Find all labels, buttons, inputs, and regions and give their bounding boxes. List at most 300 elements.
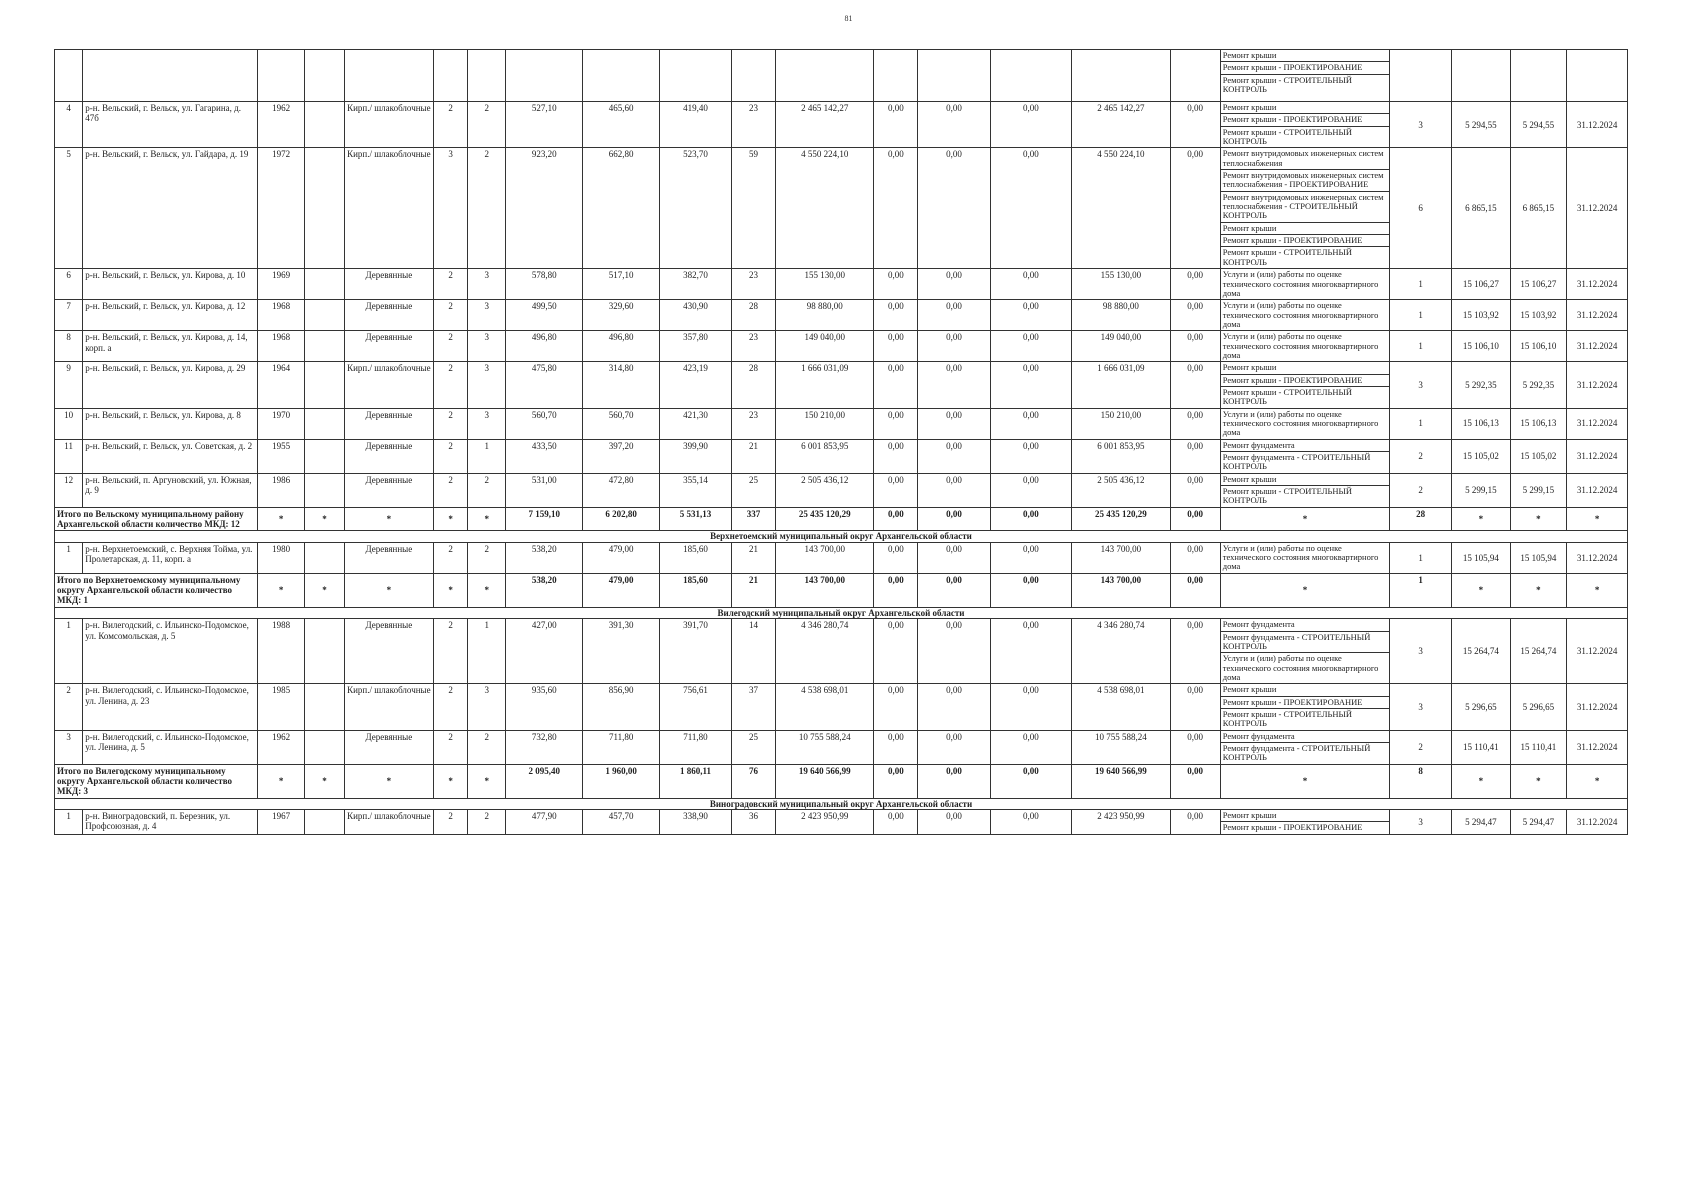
- work-list-cell: [1220, 408, 1390, 439]
- cell-area-total: 560,70: [506, 408, 583, 439]
- cell-c1: 0,00: [874, 331, 918, 362]
- work-item: Ремонт крыши - СТРОИТЕЛЬНЫЙ КОНТРОЛЬ: [1222, 486, 1353, 506]
- cell-n: 3: [55, 730, 83, 764]
- completion-date: 31.12.2024: [1567, 408, 1628, 439]
- total-count: 1: [1390, 573, 1452, 607]
- cell-c2: 0,00: [918, 439, 990, 473]
- cell-area-total: 531,00: [506, 473, 583, 507]
- cell-cost: 1 666 031,09: [776, 362, 874, 408]
- max-unit-cost: 5 294,47: [1510, 810, 1567, 835]
- cell-residents: 21: [732, 439, 776, 473]
- cell-c5: 0,00: [1170, 102, 1220, 148]
- cell-c4: 4 346 280,74: [1072, 619, 1170, 684]
- star-mark: *: [1510, 573, 1567, 607]
- cell-residents: 23: [732, 269, 776, 300]
- cell-area-res: 329,60: [583, 300, 659, 331]
- cell-address: р-н. Вельский, п. Аргуновский, ул. Южная, д. 9: [83, 473, 258, 507]
- empty-cell: [468, 50, 506, 102]
- work-list-cell: [1220, 439, 1390, 473]
- empty-cell: [1452, 50, 1511, 102]
- cell-residents: 37: [732, 684, 776, 730]
- cell-c4: 149 040,00: [1072, 331, 1170, 362]
- cell-year: 1968: [258, 331, 305, 362]
- cell-entrances: 2: [468, 810, 506, 835]
- cell-n: 6: [55, 269, 83, 300]
- empty-cell: [874, 50, 918, 102]
- total-c5: 0,00: [1170, 764, 1220, 798]
- work-item: Ремонт крыши - СТРОИТЕЛЬНЫЙ КОНТРОЛЬ: [1222, 126, 1353, 147]
- work-item: Ремонт крыши - ПРОЕКТИРОВАНИЕ: [1222, 822, 1363, 833]
- empty-cell: [732, 50, 776, 102]
- cell-n: 4: [55, 102, 83, 148]
- cell-floors: 2: [433, 362, 468, 408]
- cell-year: 1962: [258, 102, 305, 148]
- district-heading-row: [55, 607, 1628, 618]
- cell-area-own: 423,19: [659, 362, 731, 408]
- cell-area-res: 517,10: [583, 269, 659, 300]
- total-area-own: 185,60: [659, 573, 731, 607]
- cell-repair-year: [305, 300, 345, 331]
- cell-year: 1988: [258, 619, 305, 684]
- work-item: Ремонт крыши - СТРОИТЕЛЬНЫЙ КОНТРОЛЬ: [1222, 247, 1353, 267]
- cell-c3: 0,00: [990, 408, 1072, 439]
- house-row: [55, 730, 1628, 764]
- empty-cell: [583, 50, 659, 102]
- cell-area-res: 479,00: [583, 542, 659, 573]
- cell-residents: 14: [732, 619, 776, 684]
- cell-c5: 0,00: [1170, 542, 1220, 573]
- cell-residents: 59: [732, 148, 776, 269]
- work-item: Ремонт фундамента - СТРОИТЕЛЬНЫЙ КОНТРОЛЬ: [1222, 452, 1371, 472]
- cell-c4: 2 465 142,27: [1072, 102, 1170, 148]
- total-count: 8: [1390, 764, 1452, 798]
- star-mark: *: [258, 573, 305, 607]
- cell-c2: 0,00: [918, 730, 990, 764]
- completion-date: 31.12.2024: [1567, 473, 1628, 507]
- cell-n: 1: [55, 542, 83, 573]
- cell-area-own: 338,90: [659, 810, 731, 835]
- district-heading: Верхнетоемский муниципальный округ Архангельской области: [55, 531, 1628, 542]
- cell-c3: 0,00: [990, 619, 1072, 684]
- house-row: [55, 542, 1628, 573]
- cell-year: 1985: [258, 684, 305, 730]
- work-list-cell: [1220, 810, 1390, 835]
- cell-c1: 0,00: [874, 810, 918, 835]
- cell-address: р-н. Вилегодский, с. Ильинско-Подомское, ул. Ленина, д. 5: [83, 730, 258, 764]
- cell-material: Деревянные: [344, 542, 433, 573]
- cell-material: Деревянные: [344, 730, 433, 764]
- cell-area-res: 397,20: [583, 439, 659, 473]
- work-count: 1: [1390, 408, 1452, 439]
- empty-cell: [659, 50, 731, 102]
- house-row: [55, 269, 1628, 300]
- empty-cell: [1170, 50, 1220, 102]
- work-count: 1: [1390, 542, 1452, 573]
- cell-repair-year: [305, 331, 345, 362]
- empty-cell: [1567, 50, 1628, 102]
- unit-cost: 15 106,13: [1452, 408, 1511, 439]
- total-area-own: 1 860,11: [659, 764, 731, 798]
- cell-residents: 28: [732, 362, 776, 408]
- cell-c1: 0,00: [874, 730, 918, 764]
- cell-material: Деревянные: [344, 269, 433, 300]
- cell-repair-year: [305, 269, 345, 300]
- total-c2: 0,00: [918, 573, 990, 607]
- work-list-cell: [1220, 473, 1390, 507]
- cell-residents: 23: [732, 331, 776, 362]
- star-mark: *: [305, 507, 345, 531]
- district-heading: Виноградовский муниципальный округ Архангельской области: [55, 798, 1628, 809]
- cell-c3: 0,00: [990, 269, 1072, 300]
- work-list-cell: [1220, 331, 1390, 362]
- cell-c1: 0,00: [874, 269, 918, 300]
- cell-area-res: 314,80: [583, 362, 659, 408]
- cell-c1: 0,00: [874, 408, 918, 439]
- work-item: Ремонт крыши - СТРОИТЕЛЬНЫЙ КОНТРОЛЬ: [1222, 74, 1353, 95]
- cell-repair-year: [305, 408, 345, 439]
- cell-address: р-н. Вельский, г. Вельск, ул. Кирова, д. 10: [83, 269, 258, 300]
- work-list-cell: [1220, 619, 1390, 684]
- total-area-res: 6 202,80: [583, 507, 659, 531]
- cell-c4: 4 550 224,10: [1072, 148, 1170, 269]
- work-item: Ремонт крыши: [1221, 102, 1390, 114]
- star-mark: *: [1567, 764, 1628, 798]
- cell-n: 7: [55, 300, 83, 331]
- work-list-cell: [1220, 300, 1390, 331]
- cell-n: 12: [55, 473, 83, 507]
- cell-c4: 4 538 698,01: [1072, 684, 1170, 730]
- cell-floors: 2: [433, 684, 468, 730]
- cell-c4: 6 001 853,95: [1072, 439, 1170, 473]
- unit-cost: 5 294,55: [1452, 102, 1511, 148]
- empty-cell: [990, 50, 1072, 102]
- cell-area-total: 935,60: [506, 684, 583, 730]
- cell-area-total: 578,80: [506, 269, 583, 300]
- cell-area-own: 711,80: [659, 730, 731, 764]
- empty-cell: [1390, 50, 1452, 102]
- cell-material: Кирп./ шлакоблочные: [344, 102, 433, 148]
- cell-c1: 0,00: [874, 362, 918, 408]
- cell-n: 10: [55, 408, 83, 439]
- house-row: [55, 148, 1628, 269]
- work-item: Ремонт фундамента: [1221, 619, 1390, 631]
- empty-cell: [305, 50, 345, 102]
- completion-date: 31.12.2024: [1567, 439, 1628, 473]
- cell-c3: 0,00: [990, 684, 1072, 730]
- star-mark: *: [258, 764, 305, 798]
- cell-floors: 2: [433, 300, 468, 331]
- work-item: Ремонт внутридомовых инженерных систем теплоснабжения - ПРОЕКТИРОВАНИЕ: [1221, 170, 1390, 192]
- completion-date: 31.12.2024: [1567, 810, 1628, 835]
- cell-floors: 2: [433, 473, 468, 507]
- empty-cell: [506, 50, 583, 102]
- unit-cost: 5 299,15: [1452, 473, 1511, 507]
- unit-cost: 6 865,15: [1452, 148, 1511, 269]
- star-mark: *: [344, 507, 433, 531]
- work-item: Ремонт крыши: [1221, 684, 1390, 696]
- work-count: 3: [1390, 619, 1452, 684]
- cell-c4: 10 755 588,24: [1072, 730, 1170, 764]
- cell-area-res: 560,70: [583, 408, 659, 439]
- completion-date: 31.12.2024: [1567, 684, 1628, 730]
- cell-area-own: 399,90: [659, 439, 731, 473]
- work-item: Ремонт крыши - ПРОЕКТИРОВАНИЕ: [1221, 697, 1390, 709]
- total-area-res: 479,00: [583, 573, 659, 607]
- cell-area-own: 421,30: [659, 408, 731, 439]
- unit-cost: 15 264,74: [1452, 619, 1511, 684]
- star-mark: *: [1510, 507, 1567, 531]
- cell-c5: 0,00: [1170, 300, 1220, 331]
- cell-area-total: 475,80: [506, 362, 583, 408]
- cell-repair-year: [305, 810, 345, 835]
- total-residents: 21: [732, 573, 776, 607]
- cell-c4: 150 210,00: [1072, 408, 1170, 439]
- cell-cost: 2 505 436,12: [776, 473, 874, 507]
- cell-area-total: 923,20: [506, 148, 583, 269]
- cell-cost: 10 755 588,24: [776, 730, 874, 764]
- cell-entrances: 3: [468, 684, 506, 730]
- cell-c2: 0,00: [918, 542, 990, 573]
- district-heading-row: [55, 531, 1628, 542]
- cell-area-res: 457,70: [583, 810, 659, 835]
- unit-cost: 15 105,02: [1452, 439, 1511, 473]
- cell-area-own: 523,70: [659, 148, 731, 269]
- cell-residents: 25: [732, 473, 776, 507]
- cell-entrances: 2: [468, 542, 506, 573]
- district-heading: Вилегодский муниципальный округ Архангельской области: [55, 607, 1628, 618]
- empty-cell: [55, 50, 83, 102]
- max-unit-cost: 15 106,13: [1510, 408, 1567, 439]
- cell-floors: 2: [433, 439, 468, 473]
- unit-cost: 15 110,41: [1452, 730, 1511, 764]
- cell-cost: 98 880,00: [776, 300, 874, 331]
- cell-residents: 21: [732, 542, 776, 573]
- cell-c5: 0,00: [1170, 619, 1220, 684]
- unit-cost: 15 106,27: [1452, 269, 1511, 300]
- max-unit-cost: 6 865,15: [1510, 148, 1567, 269]
- empty-cell: [83, 50, 258, 102]
- capital-repair-table: [54, 49, 1628, 835]
- cell-c4: 143 700,00: [1072, 542, 1170, 573]
- work-item: Услуги и (или) работы по оценке технического состояния многоквартирного дома: [1222, 269, 1379, 298]
- house-row: [55, 102, 1628, 148]
- total-cost: 19 640 566,99: [776, 764, 874, 798]
- work-item: Ремонт крыши: [1221, 810, 1390, 822]
- star-mark: *: [258, 507, 305, 531]
- max-unit-cost: 15 264,74: [1510, 619, 1567, 684]
- star-mark: *: [1220, 573, 1390, 607]
- cell-entrances: 3: [468, 408, 506, 439]
- total-label: Итого по Вилегодскому муниципальному округу Архангельской области количество МКД: 3: [55, 764, 258, 798]
- cell-area-total: 538,20: [506, 542, 583, 573]
- cell-n: 1: [55, 619, 83, 684]
- cell-repair-year: [305, 542, 345, 573]
- cell-repair-year: [305, 473, 345, 507]
- work-item: Ремонт фундамента: [1221, 731, 1390, 743]
- total-c4: 143 700,00: [1072, 573, 1170, 607]
- work-count: 2: [1390, 439, 1452, 473]
- total-c1: 0,00: [874, 507, 918, 531]
- unit-cost: 15 105,94: [1452, 542, 1511, 573]
- star-mark: *: [468, 573, 506, 607]
- cell-repair-year: [305, 439, 345, 473]
- max-unit-cost: 5 292,35: [1510, 362, 1567, 408]
- cell-floors: 2: [433, 331, 468, 362]
- cell-area-res: 472,80: [583, 473, 659, 507]
- star-mark: *: [344, 573, 433, 607]
- cell-floors: 2: [433, 810, 468, 835]
- star-mark: *: [344, 764, 433, 798]
- cell-entrances: 2: [468, 148, 506, 269]
- work-count: 6: [1390, 148, 1452, 269]
- star-mark: *: [1452, 573, 1511, 607]
- cell-entrances: 2: [468, 730, 506, 764]
- work-item: Услуги и (или) работы по оценке технического состояния многоквартирного дома: [1222, 300, 1379, 329]
- completion-date: 31.12.2024: [1567, 300, 1628, 331]
- cell-floors: 2: [433, 542, 468, 573]
- work-list-cell: [1220, 730, 1390, 764]
- cell-entrances: 3: [468, 362, 506, 408]
- work-list-cell: [1220, 102, 1390, 148]
- cell-area-res: 391,30: [583, 619, 659, 684]
- district-total-row: [55, 507, 1628, 531]
- cell-c5: 0,00: [1170, 269, 1220, 300]
- cell-c2: 0,00: [918, 269, 990, 300]
- cell-c4: 2 505 436,12: [1072, 473, 1170, 507]
- max-unit-cost: 15 110,41: [1510, 730, 1567, 764]
- star-mark: *: [1452, 764, 1511, 798]
- work-list-cell: [1220, 50, 1390, 102]
- cell-area-own: 382,70: [659, 269, 731, 300]
- total-c3: 0,00: [990, 507, 1072, 531]
- cell-n: 2: [55, 684, 83, 730]
- work-count: 3: [1390, 810, 1452, 835]
- cell-cost: 155 130,00: [776, 269, 874, 300]
- cell-residents: 28: [732, 300, 776, 331]
- work-list-cell: [1220, 269, 1390, 300]
- completion-date: 31.12.2024: [1567, 102, 1628, 148]
- cell-area-total: 433,50: [506, 439, 583, 473]
- max-unit-cost: 5 294,55: [1510, 102, 1567, 148]
- total-c5: 0,00: [1170, 573, 1220, 607]
- cell-floors: 2: [433, 102, 468, 148]
- cell-year: 1969: [258, 269, 305, 300]
- cell-c3: 0,00: [990, 148, 1072, 269]
- work-list-cell: [1220, 542, 1390, 573]
- cell-area-res: 662,80: [583, 148, 659, 269]
- cell-material: Деревянные: [344, 439, 433, 473]
- empty-cell: [776, 50, 874, 102]
- cell-c1: 0,00: [874, 542, 918, 573]
- cell-n: 1: [55, 810, 83, 835]
- work-count: 2: [1390, 730, 1452, 764]
- empty-cell: [918, 50, 990, 102]
- cell-n: 11: [55, 439, 83, 473]
- unit-cost: 5 296,65: [1452, 684, 1511, 730]
- work-item: Ремонт крыши - СТРОИТЕЛЬНЫЙ КОНТРОЛЬ: [1222, 386, 1353, 407]
- work-item: Ремонт фундамента: [1221, 440, 1390, 452]
- cell-cost: 6 001 853,95: [776, 439, 874, 473]
- cell-material: Деревянные: [344, 619, 433, 684]
- cell-c1: 0,00: [874, 439, 918, 473]
- work-item: Ремонт крыши - ПРОЕКТИРОВАНИЕ: [1221, 235, 1390, 247]
- cell-address: р-н. Вельский, г. Вельск, ул. Кирова, д. 14, корп. а: [83, 331, 258, 362]
- empty-cell: [344, 50, 433, 102]
- cell-repair-year: [305, 684, 345, 730]
- completion-date: 31.12.2024: [1567, 362, 1628, 408]
- work-item: Ремонт крыши: [1221, 362, 1390, 374]
- house-row: [55, 439, 1628, 473]
- cell-cost: 150 210,00: [776, 408, 874, 439]
- star-mark: *: [433, 573, 468, 607]
- cell-year: 1962: [258, 730, 305, 764]
- house-row: [55, 810, 1628, 835]
- total-c2: 0,00: [918, 507, 990, 531]
- house-row: [55, 362, 1628, 408]
- cell-material: Деревянные: [344, 331, 433, 362]
- max-unit-cost: 15 106,27: [1510, 269, 1567, 300]
- cell-repair-year: [305, 619, 345, 684]
- district-total-row: [55, 573, 1628, 607]
- total-c4: 19 640 566,99: [1072, 764, 1170, 798]
- cell-cost: 149 040,00: [776, 331, 874, 362]
- cell-c4: 98 880,00: [1072, 300, 1170, 331]
- cell-year: 1955: [258, 439, 305, 473]
- star-mark: *: [305, 764, 345, 798]
- total-cost: 25 435 120,29: [776, 507, 874, 531]
- total-residents: 337: [732, 507, 776, 531]
- star-mark: *: [1220, 507, 1390, 531]
- cell-area-own: 185,60: [659, 542, 731, 573]
- house-row: [55, 619, 1628, 684]
- total-cost: 143 700,00: [776, 573, 874, 607]
- cell-c3: 0,00: [990, 810, 1072, 835]
- cell-c5: 0,00: [1170, 331, 1220, 362]
- cell-residents: 25: [732, 730, 776, 764]
- cell-entrances: 3: [468, 331, 506, 362]
- work-count: 3: [1390, 102, 1452, 148]
- cell-material: Кирп./ шлакоблочные: [344, 684, 433, 730]
- cell-cost: 4 550 224,10: [776, 148, 874, 269]
- cell-n: 8: [55, 331, 83, 362]
- max-unit-cost: 15 103,92: [1510, 300, 1567, 331]
- total-label: Итого по Вельскому муниципальному району Архангельской области количество МКД: 12: [55, 507, 258, 531]
- cell-cost: 2 465 142,27: [776, 102, 874, 148]
- district-total-row: [55, 764, 1628, 798]
- page-number: 81: [844, 14, 853, 23]
- cell-c3: 0,00: [990, 362, 1072, 408]
- cell-address: р-н. Вилегодский, с. Ильинско-Подомское, ул. Ленина, д. 23: [83, 684, 258, 730]
- cell-residents: 23: [732, 102, 776, 148]
- cell-area-own: 355,14: [659, 473, 731, 507]
- cell-repair-year: [305, 730, 345, 764]
- empty-cell: [433, 50, 468, 102]
- cell-c2: 0,00: [918, 408, 990, 439]
- total-c3: 0,00: [990, 573, 1072, 607]
- cell-area-total: 499,50: [506, 300, 583, 331]
- total-residents: 76: [732, 764, 776, 798]
- cell-c5: 0,00: [1170, 730, 1220, 764]
- district-heading-row: [55, 798, 1628, 809]
- completion-date: 31.12.2024: [1567, 730, 1628, 764]
- cell-address: р-н. Вельский, г. Вельск, ул. Кирова, д. 12: [83, 300, 258, 331]
- max-unit-cost: 5 296,65: [1510, 684, 1567, 730]
- cell-address: р-н. Верхнетоемский, с. Верхняя Тойма, ул. Пролетарская, д. 11, корп. а: [83, 542, 258, 573]
- cell-area-res: 856,90: [583, 684, 659, 730]
- completion-date: 31.12.2024: [1567, 619, 1628, 684]
- cell-c1: 0,00: [874, 619, 918, 684]
- continuation-row: [55, 50, 1628, 102]
